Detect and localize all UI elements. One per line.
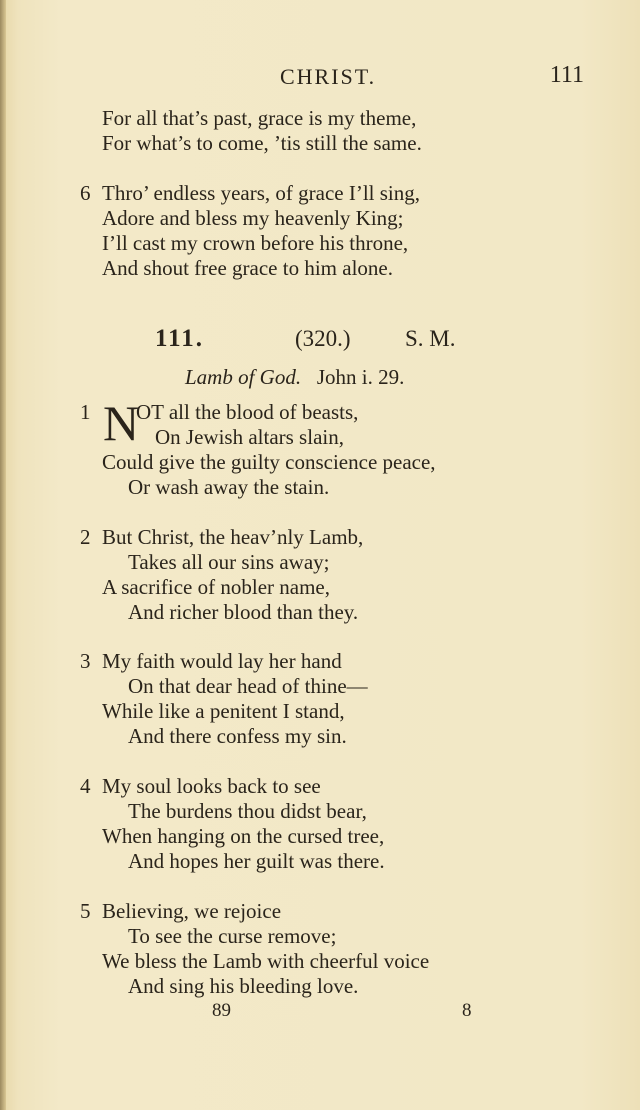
verse-line: And there confess my sin. <box>128 724 347 748</box>
stanza-number: 4 <box>80 774 91 798</box>
verse-line: When hanging on the cursed tree, <box>102 824 385 848</box>
verse-line: For what’s to come, ’tis still the same. <box>102 131 422 155</box>
stanza-5 <box>80 899 429 999</box>
verse-line: And shout free grace to him alone. <box>102 256 393 280</box>
verse-line: Or wash away the stain. <box>128 475 330 499</box>
verse-line: OT all the blood of beasts, <box>136 400 359 424</box>
page-number: 111 <box>549 62 584 88</box>
verse-line: The burdens thou didst bear, <box>128 799 367 823</box>
verse-line: A sacrifice of nobler name, <box>102 575 330 599</box>
verse-line: Adore and bless my heavenly King; <box>102 206 404 230</box>
stanza-2 <box>80 525 363 625</box>
verse-line: For all that’s past, grace is my theme, <box>102 106 417 130</box>
signature-mark-left: 89 <box>212 1000 231 1021</box>
verse-line: I’ll cast my crown before his throne, <box>102 231 409 255</box>
stanza-number: 2 <box>80 525 91 549</box>
stanza-number: 5 <box>80 899 91 923</box>
stanza-number: 3 <box>80 649 91 673</box>
verse-line: We bless the Lamb with cheerful voice <box>102 949 430 973</box>
verse-line: But Christ, the heav’nly Lamb, <box>102 525 364 549</box>
stanza-number: 1 <box>80 400 91 424</box>
verse-line: While like a penitent I stand, <box>102 699 345 723</box>
hymn-subtitle <box>185 365 404 390</box>
continued-stanza <box>80 106 422 156</box>
verse-line: And richer blood than they. <box>128 600 359 624</box>
verse-line: Believing, we rejoice <box>102 899 282 923</box>
verse-line: And hopes her guilt was there. <box>128 849 385 873</box>
verse-line: Thro’ endless years, of grace I’ll sing, <box>102 181 420 205</box>
hymn-header <box>155 325 475 353</box>
hymn-tune-number: (320.) <box>295 326 351 351</box>
hymn-number: 111. <box>155 325 204 352</box>
hymn-subtitle-title: Lamb of God. <box>185 365 302 389</box>
running-head: CHRIST. <box>280 64 377 89</box>
verse-line: Could give the guilty conscience peace, <box>102 450 436 474</box>
hymn-meter: S. M. <box>405 326 456 351</box>
verse-line: My faith would lay her hand <box>102 649 342 673</box>
stanza-number: 6 <box>80 181 91 205</box>
verse-line: And sing his bleeding love. <box>128 974 359 998</box>
stanza-6 <box>80 181 420 281</box>
hymn-subtitle-reference: John i. 29. <box>316 365 405 389</box>
drop-cap-letter: N <box>103 395 140 451</box>
page-spine-shadow <box>0 0 6 1110</box>
verse-line: On that dear head of thine— <box>128 674 368 698</box>
stanza-3 <box>80 649 368 749</box>
signature-mark-right: 8 <box>462 1000 472 1021</box>
verse-line: My soul looks back to see <box>102 774 321 798</box>
stanza-4 <box>80 774 385 874</box>
verse-line: On Jewish altars slain, <box>155 425 344 449</box>
verse-line: Takes all our sins away; <box>128 550 330 574</box>
verse-line: To see the curse remove; <box>128 924 337 948</box>
